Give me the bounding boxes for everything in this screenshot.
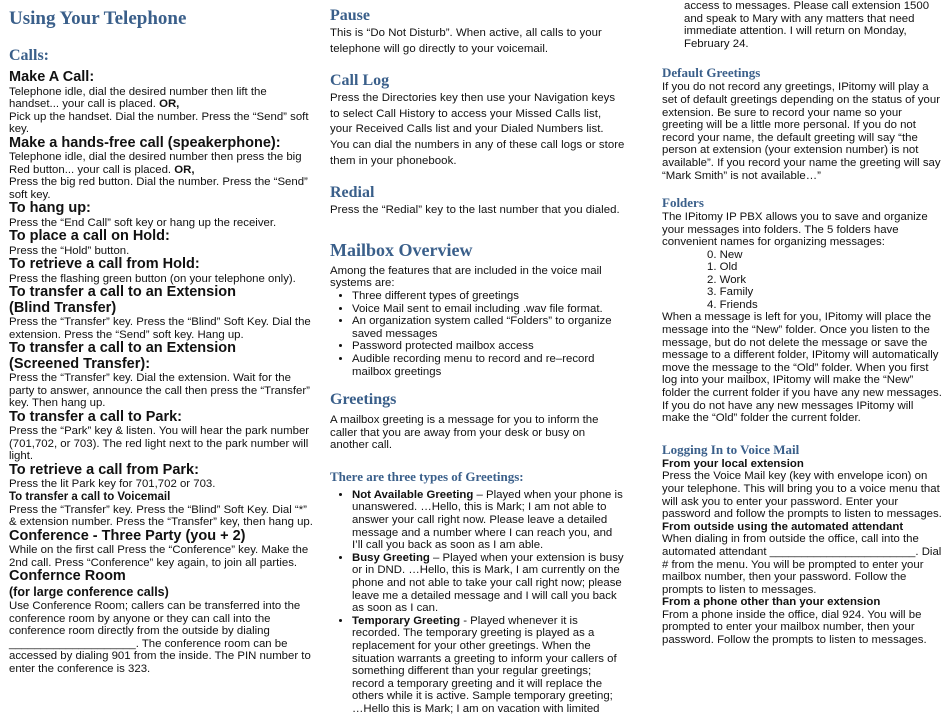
screened-transfer-text: Press the “Transfer” key. Dial the extension. Wait for the party to answer, announce the call then press the “Transfer” key. Then hang up. <box>9 372 310 409</box>
conference-heading: Conference - Three Party (you + 2) <box>9 527 246 544</box>
greetings-heading: Greetings <box>330 391 397 409</box>
folders-text: When a message is left for you, IPitomy will place the message into the “New” folder. Once you listen to the message, but do not delete the message or save the message to a different folder, IPitomy will automatically move the message to the “Old” folder. When you first log into your mailbox, IPitomy will make the “New” folder the current folder if you have any new messages. If you do not have any new messages IPitomy will make the “Old” folder the current folder. <box>662 311 942 425</box>
retrieve-park-heading: To retrieve a call from Park: <box>9 461 199 478</box>
redial-text: Press the “Redial” key to the last number that you dialed. <box>330 204 620 217</box>
folders-intro-text: The IPitomy IP PBX allows you to save and organize your messages into folders. The 5 folders have convenient names for organizing messages: <box>662 211 928 249</box>
call-log-text: Press the Directories key then use your Navigation keys to select Call History to access your Missed Calls list, your Received Calls list and your Dialed Numbers list. You can dial the numbers in any of these call logs or store them in your phonebook. <box>330 92 625 167</box>
park-heading: To transfer a call to Park: <box>9 408 182 425</box>
other-phone-heading: From a phone other than your extension <box>662 596 881 609</box>
list-item: • Three different types of greetings <box>352 290 625 303</box>
greetings-text: A mailbox greeting is a message for you to inform the caller that you are away from your desk or busy on another call. <box>330 414 599 452</box>
column-features <box>330 0 625 716</box>
voicemail-transfer-heading: To transfer a call to Voicemail <box>9 490 171 503</box>
list-item: 2. Work <box>707 273 747 286</box>
folders-heading: Folders <box>662 195 704 211</box>
list-item: 0. New <box>707 248 743 261</box>
voicemail-transfer-text: Press the “Transfer” key. Press the “Blind” Soft Key. Dial “*” & extension number. Press the “Transfer” key, then hang up. <box>9 503 313 528</box>
page-title: Using Your Telephone <box>9 8 187 29</box>
outside-attendant-text: When dialing in from outside the office, call into the automated attendant _______________________. Dial # from the menu. You will be prompted to enter your mailbox number, then your password. Follow the prompts to listen to messages. <box>662 533 942 596</box>
hangup-text: Press the “End Call” soft key or hang up the receiver. <box>9 216 277 229</box>
conference-room-text: Use Conference Room; callers can be transferred into the conference room by anyone or they can call into the conference room directly from the outside by dialing ____________________. The conference room can be accessed by dialing 901 from the inside. The PIN number to enter the conference is 323. <box>9 600 311 675</box>
call-log-heading: Call Log <box>330 72 390 90</box>
list-item: • Busy Greeting – Played when your extension is busy or in DND. …Hello, this is Mark, I am currently on the phone and not able to take your call right now; please leave me a detailed message and I will call you back as soon as I can. <box>352 552 625 615</box>
retrieve-hold-heading: To retrieve a call from Hold: <box>9 256 200 272</box>
greeting-types-list <box>330 489 625 716</box>
mailbox-overview-heading: Mailbox Overview <box>330 239 473 260</box>
park-text: Press the “Park” key & listen. You will hear the park number (701,702, or 703). The red light next to the park number will light. <box>9 425 310 462</box>
blind-transfer-text: Press the “Transfer” key. Press the “Blind” Soft Key. Dial the extension. Press the “Send” soft key. Hang up. <box>9 316 311 341</box>
list-item: • Password protected mailbox access <box>352 340 625 353</box>
outside-attendant-heading: From outside using the automated attendant <box>662 520 904 533</box>
local-extension-heading: From your local extension <box>662 457 804 470</box>
default-greetings-text: If you do not record any greetings, IPitomy will play a set of default greetings depending on the status of your extension. Be sure to record your name so your greeting will be a little more personal. If you do not record your name, the default greeting will say “the person at extension (your extension number) is not available”. If you record your name the greeting will say “Mark Smith” is not available…” <box>662 81 941 182</box>
make-call-text: Telephone idle, dial the desired number then lift the handset... your call is placed. OR, Pick up the handset. Dial the number. Press the “Send” soft key. <box>9 85 309 135</box>
redial-heading: Redial <box>330 184 375 202</box>
other-phone-text: From a phone inside the office, dial 924. You will be prompted to enter your mailbox number, then your password. Follow the prompts to listen to messages. <box>662 608 927 647</box>
list-item: 4. Friends <box>707 298 758 311</box>
retrieve-park-text: Press the lit Park key for 701,702 or 703. <box>9 478 216 490</box>
handsfree-text: Telephone idle, dial the desired number then press the big Red button... your call is placed. OR, Press the big red button. Dial the number. Press the “Send” soft key. <box>9 151 308 201</box>
list-item: • An organization system called “Folders” to organize saved messages <box>352 315 625 340</box>
retrieve-hold-text: Press the flashing green button (on your telephone only). <box>9 272 296 285</box>
greeting-types-heading: There are three types of Greetings: <box>330 468 524 484</box>
hold-text: Press the “Hold” button. <box>9 244 130 257</box>
mailbox-feature-list <box>330 290 625 378</box>
list-item: • Audible recording menu to record and re–record mailbox greetings <box>352 353 625 378</box>
make-call-heading: Make A Call: <box>9 69 95 85</box>
list-item: • Voice Mail sent to email including .wav file format. <box>352 303 625 316</box>
temporary-greeting-continued: access to messages. Please call extension 1500 and speak to Mary with any matters that need immediate attention. I will return on Monday, February 24. <box>684 0 930 50</box>
logging-in-heading: Logging In to Voice Mail <box>662 441 800 457</box>
list-item: • Not Available Greeting – Played when your phone is unanswered. …Hello, this is Mark; I am not able to answer your call right now. Please leave a detailed message and a number where I can reach you, and I’ll call you back as soon as I am able. <box>352 489 625 552</box>
pause-text: This is “Do Not Disturb”. When active, all calls to your telephone will go directly to your voicemail. <box>330 27 602 55</box>
screened-transfer-heading: To transfer a call to an Extension (Screened Transfer): <box>9 340 236 372</box>
calls-heading: Calls: <box>9 47 49 64</box>
blind-transfer-heading: To transfer a call to an Extension (Blind Transfer) <box>9 284 236 316</box>
local-extension-text: Press the Voice Mail key (key with envelope icon) on your telephone. This will bring you to a voice menu that will ask you to enter your password. Enter your password and follow the prompts to listen to messages. <box>662 470 942 521</box>
pause-heading: Pause <box>330 7 370 24</box>
list-item: 3. Family <box>707 286 754 299</box>
conference-text: While on the first call Press the “Conference” key. Make the 2nd call. Press “Conference” key again, to join all parties. <box>9 544 309 569</box>
handsfree-heading: Make a hands-free call (speakerphone): <box>9 134 281 151</box>
hold-heading: To place a call on Hold: <box>9 228 170 244</box>
mailbox-intro-text: Among the features that are included in the voice mail systems are: <box>330 264 602 290</box>
hangup-heading: To hang up: <box>9 200 91 216</box>
folders-list <box>662 249 942 312</box>
list-item: • Temporary Greeting - Played whenever it is recorded. The temporary greeting is played as a replacement for your other greetings. When the situation warrants a greeting to inform your callers of something different than your regular greetings; record a temporary greeting and it will replace the others while it is active. Sample temporary greeting; …Hello this is Mark; I am on vacation with limited <box>352 615 625 716</box>
column-voicemail <box>662 0 942 647</box>
default-greetings-heading: Default Greetings <box>662 65 761 81</box>
column-telephone <box>9 0 313 675</box>
list-item: 1. Old <box>707 261 738 274</box>
conference-room-heading: Confernce Room (for large conference calls) <box>9 568 169 599</box>
